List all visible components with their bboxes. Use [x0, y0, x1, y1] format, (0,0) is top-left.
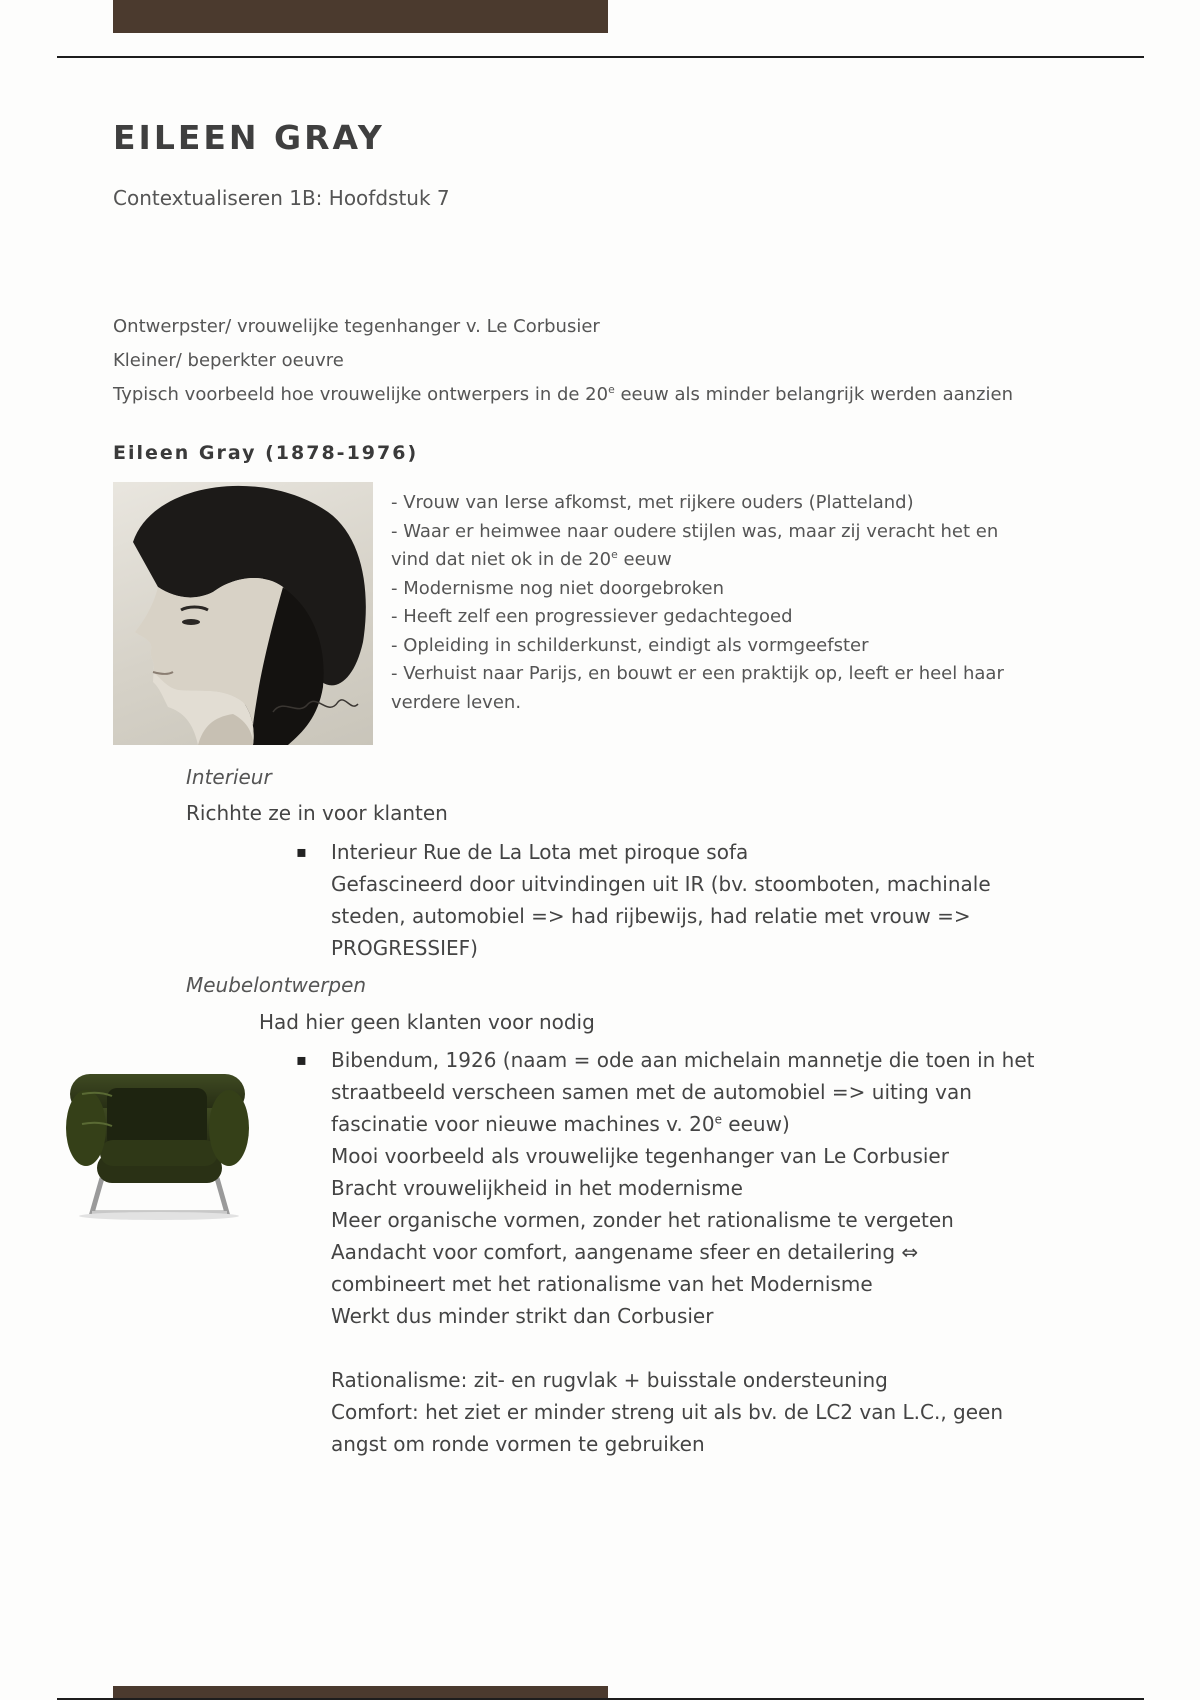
bullet-marker: ▪: [296, 842, 307, 861]
bullet-marker: ▪: [296, 1050, 307, 1069]
bullet-line: combineert met het rationalisme van het Modernisme: [331, 1272, 873, 1296]
bio-line: - Modernisme nog niet doorgebroken: [391, 577, 725, 599]
bio-line: verdere leven.: [391, 691, 522, 713]
bullet-line: PROGRESSIEF): [331, 936, 478, 960]
page-title: EILEEN GRAY: [113, 118, 385, 157]
bullet-line: Interieur Rue de La Lota met piroque sofa: [331, 840, 749, 864]
page-subtitle: Contextualiseren 1B: Hoofdstuk 7: [113, 186, 450, 210]
subheading-meubelontwerpen: Meubelontwerpen: [186, 973, 367, 997]
intro-block: [113, 310, 1013, 412]
bullet-line: Bracht vrouwelijkheid in het modernisme: [331, 1176, 743, 1200]
bullet-line: fascinatie voor nieuwe machines v. 20e eeuw): [331, 1112, 790, 1136]
bullet-line: Comfort: het ziet er minder streng uit als bv. de LC2 van L.C., geen: [331, 1400, 1004, 1424]
section-heading-bio: Eileen Gray (1878-1976): [113, 442, 419, 464]
header-accent-bar: [113, 0, 608, 33]
bio-text: [391, 489, 1091, 717]
bullet-line: steden, automobiel => had rijbewijs, had relatie met vrouw =>: [331, 904, 971, 928]
bullet-line: Meer organische vormen, zonder het rationalisme te vergeten: [331, 1208, 954, 1232]
bio-line: - Waar er heimwee naar oudere stijlen was, maar zij veracht het en: [391, 520, 999, 542]
meubel-line: Had hier geen klanten voor nodig: [259, 1010, 595, 1034]
bio-line: - Opleiding in schilderkunst, eindigt als vormgeefster: [391, 634, 869, 656]
bullet-line: Bibendum, 1926 (naam = ode aan michelain mannetje die toen in het: [331, 1048, 1035, 1072]
portrait-photo: [113, 482, 373, 745]
bio-line: - Vrouw van Ierse afkomst, met rijkere ouders (Platteland): [391, 492, 914, 513]
bullet-line: Rationalisme: zit- en rugvlak + buisstale ondersteuning: [331, 1368, 888, 1392]
bullet-line: Gefascineerd door uitvindingen uit IR (bv. stoomboten, machinale: [331, 872, 991, 896]
intro-line: Kleiner/ beperkter oeuvre: [113, 350, 344, 371]
intro-line: Typisch voorbeeld hoe vrouwelijke ontwerpers in de 20e eeuw als minder belangrijk werden aanzien: [113, 383, 1013, 405]
blank-line: [331, 1332, 1091, 1364]
intro-line: Ontwerpster/ vrouwelijke tegenhanger v. Le Corbusier: [113, 316, 600, 337]
bullet-line: Mooi voorbeeld als vrouwelijke tegenhanger van Le Corbusier: [331, 1144, 949, 1168]
header-rule: [57, 56, 1144, 58]
bio-line: - Verhuist naar Parijs, en bouwt er een praktijk op, leeft er heel haar: [391, 663, 1004, 684]
interieur-line: Richhte ze in voor klanten: [186, 801, 448, 825]
bibendum-chair-image: [62, 1058, 252, 1223]
bullet-line: Aandacht voor comfort, aangename sfeer en detailering ⇔: [331, 1240, 919, 1264]
bullet-line: straatbeeld verscheen samen met de automobiel => uiting van: [331, 1080, 972, 1104]
bio-line: - Heeft zelf een progressiever gedachtegoed: [391, 606, 793, 627]
interieur-bullet: [296, 836, 1091, 964]
bullet-line: angst om ronde vormen te gebruiken: [331, 1432, 705, 1456]
subheading-interieur: Interieur: [186, 765, 272, 789]
meubel-bullet: [296, 1044, 1091, 1460]
bio-line: vind dat niet ok in de 20e eeuw: [391, 548, 672, 570]
bullet-line: Werkt dus minder strikt dan Corbusier: [331, 1304, 714, 1328]
